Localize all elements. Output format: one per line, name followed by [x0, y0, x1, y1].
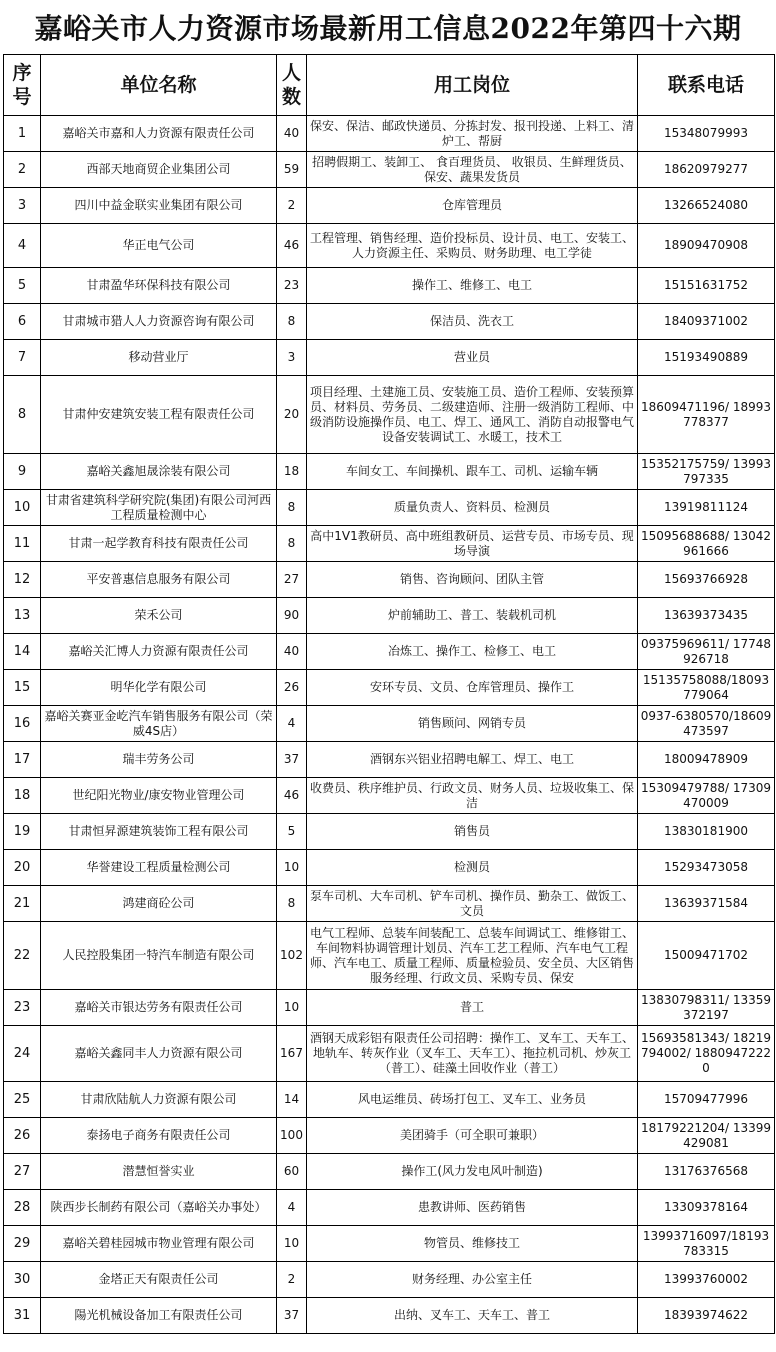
table-row: [4, 778, 775, 814]
row-unit-name: 甘肃一起学教育科技有限责任公司: [41, 526, 277, 562]
row-phone: 13919811124: [638, 490, 775, 526]
table-row: [4, 1298, 775, 1334]
header-no: 序号: [4, 55, 41, 116]
table-row: [4, 814, 775, 850]
row-unit-name: 嘉峪关碧桂园城市物业管理有限公司: [41, 1226, 277, 1262]
row-phone: 13309378164: [638, 1190, 775, 1226]
row-number: 6: [4, 304, 41, 340]
row-number: 29: [4, 1226, 41, 1262]
row-number: 16: [4, 706, 41, 742]
row-number: 9: [4, 454, 41, 490]
row-number: 21: [4, 886, 41, 922]
row-positions: 保安、保洁、邮政快递员、分拣封发、报刊投递、上料工、清炉工、帮厨: [307, 116, 638, 152]
table-row: [4, 742, 775, 778]
row-phone: 18620979277: [638, 152, 775, 188]
table-row: [4, 268, 775, 304]
row-unit-name: 嘉峪关市银达劳务有限责任公司: [41, 990, 277, 1026]
row-headcount: 60: [277, 1154, 307, 1190]
row-headcount: 37: [277, 742, 307, 778]
table-row: [4, 1118, 775, 1154]
row-phone: 13830798311/ 13359372197: [638, 990, 775, 1026]
row-phone: 15348079993: [638, 116, 775, 152]
row-phone: 13176376568: [638, 1154, 775, 1190]
row-number: 13: [4, 598, 41, 634]
table-row: [4, 850, 775, 886]
row-number: 7: [4, 340, 41, 376]
row-number: 17: [4, 742, 41, 778]
table-row: [4, 1226, 775, 1262]
table-row: [4, 886, 775, 922]
row-positions: 营业员: [307, 340, 638, 376]
row-unit-name: 鸿建商砼公司: [41, 886, 277, 922]
table-row: [4, 526, 775, 562]
row-phone: 15352175759/ 13993797335: [638, 454, 775, 490]
job-table: [3, 54, 775, 1334]
row-unit-name: 泰扬电子商务有限责任公司: [41, 1118, 277, 1154]
row-phone: 15693581343/ 18219794002/ 18809472220: [638, 1026, 775, 1082]
table-row: [4, 340, 775, 376]
row-headcount: 8: [277, 526, 307, 562]
row-unit-name: 华正电气公司: [41, 224, 277, 268]
row-unit-name: 荣禾公司: [41, 598, 277, 634]
row-unit-name: 嘉峪关市嘉和人力资源有限责任公司: [41, 116, 277, 152]
row-phone: 13993716097/18193783315: [638, 1226, 775, 1262]
row-number: 28: [4, 1190, 41, 1226]
row-unit-name: 明华化学有限公司: [41, 670, 277, 706]
row-phone: 18009478909: [638, 742, 775, 778]
row-headcount: 90: [277, 598, 307, 634]
row-headcount: 40: [277, 634, 307, 670]
row-unit-name: 甘肃欣陆航人力资源有限公司: [41, 1082, 277, 1118]
row-headcount: 59: [277, 152, 307, 188]
header-unit: 单位名称: [41, 55, 277, 116]
row-number: 12: [4, 562, 41, 598]
row-headcount: 2: [277, 188, 307, 224]
row-positions: 销售员: [307, 814, 638, 850]
row-headcount: 20: [277, 376, 307, 454]
header-count: 人数: [277, 55, 307, 116]
row-unit-name: 甘肃恒昇源建筑装饰工程有限公司: [41, 814, 277, 850]
row-number: 30: [4, 1262, 41, 1298]
row-phone: 18409371002: [638, 304, 775, 340]
table-row: [4, 454, 775, 490]
row-headcount: 8: [277, 490, 307, 526]
row-number: 5: [4, 268, 41, 304]
row-phone: 15151631752: [638, 268, 775, 304]
header-row: [4, 55, 775, 116]
row-unit-name: 四川中益金联实业集团有限公司: [41, 188, 277, 224]
table-row: [4, 490, 775, 526]
row-phone: 09375969611/ 17748926718: [638, 634, 775, 670]
row-headcount: 10: [277, 1226, 307, 1262]
row-number: 18: [4, 778, 41, 814]
table-row: [4, 670, 775, 706]
row-positions: 操作工(风力发电风叶制造): [307, 1154, 638, 1190]
row-number: 25: [4, 1082, 41, 1118]
row-number: 26: [4, 1118, 41, 1154]
row-headcount: 37: [277, 1298, 307, 1334]
row-positions: 收费员、秩序维护员、行政文员、财务人员、垃圾收集工、保洁: [307, 778, 638, 814]
row-number: 11: [4, 526, 41, 562]
row-phone: 15009471702: [638, 922, 775, 990]
row-unit-name: 甘肃省建筑科学研究院(集团)有限公司河西工程质量检测中心: [41, 490, 277, 526]
row-positions: 安环专员、文员、仓库管理员、操作工: [307, 670, 638, 706]
row-unit-name: 世纪阳光物业/康安物业管理公司: [41, 778, 277, 814]
row-positions: 普工: [307, 990, 638, 1026]
row-phone: 13639371584: [638, 886, 775, 922]
table-row: [4, 990, 775, 1026]
row-unit-name: 陕西步长制药有限公司（嘉峪关办事处）: [41, 1190, 277, 1226]
row-positions: 工程管理、销售经理、造价投标员、设计员、电工、安装工、人力资源主任、采购员、财务助理、电工学徒: [307, 224, 638, 268]
row-unit-name: 甘肃盈华环保科技有限公司: [41, 268, 277, 304]
row-number: 4: [4, 224, 41, 268]
row-positions: 操作工、维修工、电工: [307, 268, 638, 304]
row-positions: 质量负责人、资料员、检测员: [307, 490, 638, 526]
row-number: 2: [4, 152, 41, 188]
row-headcount: 10: [277, 990, 307, 1026]
row-positions: 销售、咨询顾问、团队主管: [307, 562, 638, 598]
row-phone: 15709477996: [638, 1082, 775, 1118]
row-phone: 15135758088/18093779064: [638, 670, 775, 706]
row-positions: 车间女工、车间操机、跟车工、司机、运输车辆: [307, 454, 638, 490]
row-headcount: 46: [277, 778, 307, 814]
row-number: 1: [4, 116, 41, 152]
row-number: 24: [4, 1026, 41, 1082]
row-number: 19: [4, 814, 41, 850]
row-number: 31: [4, 1298, 41, 1334]
row-unit-name: 人民控股集团一特汽车制造有限公司: [41, 922, 277, 990]
table-row: [4, 1154, 775, 1190]
row-unit-name: 西部天地商贸企业集团公司: [41, 152, 277, 188]
table-row: [4, 706, 775, 742]
row-positions: 出纳、叉车工、天车工、普工: [307, 1298, 638, 1334]
row-number: 3: [4, 188, 41, 224]
table-row: [4, 634, 775, 670]
row-number: 23: [4, 990, 41, 1026]
row-unit-name: 瑞丰劳务公司: [41, 742, 277, 778]
row-positions: 患教讲师、医药销售: [307, 1190, 638, 1226]
row-positions: 物管员、维修技工: [307, 1226, 638, 1262]
row-positions: 电气工程师、总装车间装配工、总装车间调试工、维修钳工、车间物料协调管理计划员、汽车工艺工程师、汽车电气工程师、汽车电工、质量工程师、质量检验员、安全员、大区销售服务经理、行政文员、采购专员、保安: [307, 922, 638, 990]
row-unit-name: 陽光机械设备加工有限责任公司: [41, 1298, 277, 1334]
table-row: [4, 1082, 775, 1118]
row-positions: 冶炼工、操作工、检修工、电工: [307, 634, 638, 670]
row-positions: 美团骑手（可全职可兼职）: [307, 1118, 638, 1154]
row-positions: 财务经理、办公室主任: [307, 1262, 638, 1298]
table-row: [4, 188, 775, 224]
row-positions: 保洁员、洗衣工: [307, 304, 638, 340]
row-phone: 18393974622: [638, 1298, 775, 1334]
row-phone: 13993760002: [638, 1262, 775, 1298]
row-unit-name: 移动营业厅: [41, 340, 277, 376]
row-headcount: 4: [277, 706, 307, 742]
row-positions: 招聘假期工、装卸工、 食百理货员、 收银员、生鲜理货员、保安、蔬果发货员: [307, 152, 638, 188]
row-headcount: 3: [277, 340, 307, 376]
table-row: [4, 376, 775, 454]
row-phone: 15293473058: [638, 850, 775, 886]
row-headcount: 23: [277, 268, 307, 304]
row-number: 15: [4, 670, 41, 706]
row-headcount: 40: [277, 116, 307, 152]
row-number: 14: [4, 634, 41, 670]
bottom-edge: [0, 1342, 776, 1352]
row-headcount: 5: [277, 814, 307, 850]
row-headcount: 100: [277, 1118, 307, 1154]
row-positions: 炉前辅助工、普工、装载机司机: [307, 598, 638, 634]
row-headcount: 8: [277, 304, 307, 340]
row-positions: 项目经理、土建施工员、安装施工员、造价工程师、安装预算员、材料员、劳务员、二级建造师、注册一级消防工程师、中级消防设施操作员、电工、焊工、通风工、消防自动报警电气设备安装调试工、水暖工，技术工: [307, 376, 638, 454]
row-number: 22: [4, 922, 41, 990]
table-row: [4, 922, 775, 990]
row-unit-name: 嘉峪关鑫同丰人力资源有限公司: [41, 1026, 277, 1082]
row-positions: 检测员: [307, 850, 638, 886]
row-positions: 泵车司机、大车司机、铲车司机、操作员、勤杂工、做饭工、文员: [307, 886, 638, 922]
row-positions: 风电运维员、砖场打包工、叉车工、业务员: [307, 1082, 638, 1118]
table-row: [4, 152, 775, 188]
page-title: 嘉峪关市人力资源市场最新用工信息2022年第四十六期: [34, 12, 742, 45]
row-unit-name: 嘉峪关鑫旭晟涂装有限公司: [41, 454, 277, 490]
row-phone: 13830181900: [638, 814, 775, 850]
row-phone: 15309479788/ 17309470009: [638, 778, 775, 814]
row-phone: 15693766928: [638, 562, 775, 598]
row-number: 8: [4, 376, 41, 454]
table-row: [4, 224, 775, 268]
row-phone: 18909470908: [638, 224, 775, 268]
table-row: [4, 562, 775, 598]
row-unit-name: 嘉峪关赛亚金屹汽车销售服务有限公司（荣威4S店）: [41, 706, 277, 742]
row-unit-name: 金塔正天有限责任公司: [41, 1262, 277, 1298]
row-positions: 酒钢天成彩铝有限责任公司招聘：操作工、叉车工、天车工、地轨车、转灰作业（叉车工、天车工）、拖拉机司机、炒灰工（普工）、硅藻土回收作业（普工）: [307, 1026, 638, 1082]
row-unit-name: 潜慧恒誉实业: [41, 1154, 277, 1190]
row-unit-name: 甘肃城市猎人人力资源咨询有限公司: [41, 304, 277, 340]
row-unit-name: 平安普惠信息服务有限公司: [41, 562, 277, 598]
row-phone: 13266524080: [638, 188, 775, 224]
row-headcount: 10: [277, 850, 307, 886]
row-positions: 高中1V1教研员、高中班组教研员、运营专员、市场专员、现场导演: [307, 526, 638, 562]
row-headcount: 4: [277, 1190, 307, 1226]
row-positions: 酒钢东兴铝业招聘电解工、焊工、电工: [307, 742, 638, 778]
row-unit-name: 甘肃仲安建筑安装工程有限责任公司: [41, 376, 277, 454]
row-phone: 15095688688/ 13042961666: [638, 526, 775, 562]
row-headcount: 102: [277, 922, 307, 990]
row-positions: 销售顾问、网销专员: [307, 706, 638, 742]
row-phone: 18179221204/ 13399429081: [638, 1118, 775, 1154]
table-row: [4, 598, 775, 634]
row-headcount: 26: [277, 670, 307, 706]
table-row: [4, 1026, 775, 1082]
row-headcount: 167: [277, 1026, 307, 1082]
table-row: [4, 304, 775, 340]
row-phone: 15193490889: [638, 340, 775, 376]
row-phone: 13639373435: [638, 598, 775, 634]
row-number: 27: [4, 1154, 41, 1190]
row-headcount: 14: [277, 1082, 307, 1118]
table-row: [4, 116, 775, 152]
table-row: [4, 1262, 775, 1298]
header-positions: 用工岗位: [307, 55, 638, 116]
row-number: 10: [4, 490, 41, 526]
row-headcount: 46: [277, 224, 307, 268]
row-phone: 0937-6380570/18609473597: [638, 706, 775, 742]
row-headcount: 2: [277, 1262, 307, 1298]
row-unit-name: 嘉峪关汇博人力资源有限责任公司: [41, 634, 277, 670]
header-phone: 联系电话: [638, 55, 775, 116]
row-headcount: 8: [277, 886, 307, 922]
row-number: 20: [4, 850, 41, 886]
row-unit-name: 华誉建设工程质量检测公司: [41, 850, 277, 886]
row-headcount: 27: [277, 562, 307, 598]
row-positions: 仓库管理员: [307, 188, 638, 224]
row-phone: 18609471196/ 18993778377: [638, 376, 775, 454]
table-row: [4, 1190, 775, 1226]
row-headcount: 18: [277, 454, 307, 490]
